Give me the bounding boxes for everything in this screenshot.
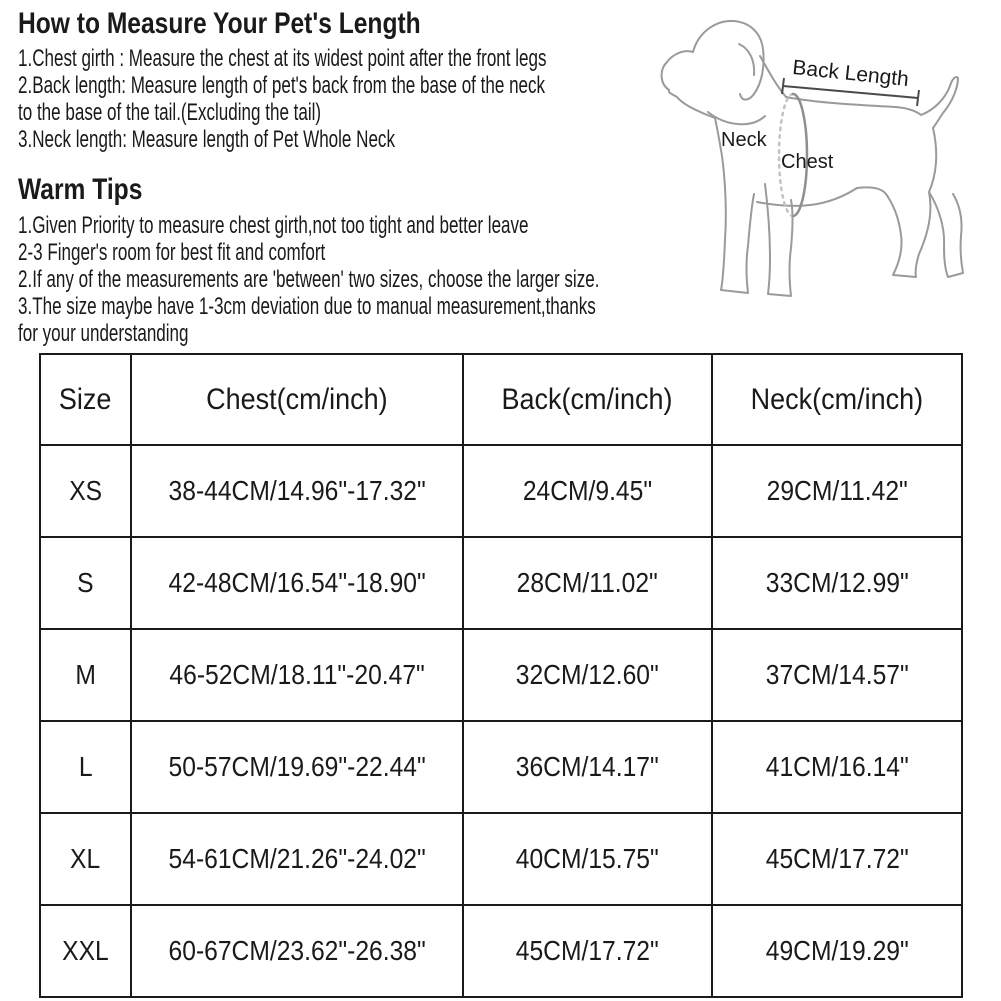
header-back: Back(cm/inch): [463, 354, 712, 445]
warm-tip-line: 1.Given Priority to measure chest girth,not too tight and better leave: [18, 212, 529, 239]
cell-chest: 42-48CM/16.54"-18.90": [131, 537, 463, 629]
cell-chest: 38-44CM/14.96"-17.32": [131, 445, 463, 537]
cell-size: XXL: [40, 905, 131, 997]
header-neck: Neck(cm/inch): [712, 354, 962, 445]
dog-ear-inner-line: [739, 44, 754, 75]
cell-chest: 46-52CM/18.11"-20.47": [131, 629, 463, 721]
instruction-line: 3.Neck length: Measure length of Pet Whole Neck: [18, 126, 395, 153]
cell-neck: 41CM/16.14": [712, 721, 962, 813]
instruction-line: to the base of the tail.(Excluding the tail): [18, 99, 322, 126]
instruction-line: 1.Chest girth : Measure the chest at its widest point after the front legs: [18, 45, 547, 72]
cell-chest: 54-61CM/21.26"-24.02": [131, 813, 463, 905]
warm-tips-title: Warm Tips: [18, 173, 143, 206]
cell-back: 32CM/12.60": [463, 629, 712, 721]
warm-tip-line: for your understanding: [18, 320, 189, 347]
cell-chest: 60-67CM/23.62"-26.38": [131, 905, 463, 997]
cell-back: 36CM/14.17": [463, 721, 712, 813]
back-length-label: Back Length: [791, 55, 910, 92]
size-chart-table: [39, 353, 963, 998]
warm-tip-line: 2-3 Finger's room for best fit and comfort: [18, 239, 326, 266]
cell-size: S: [40, 537, 131, 629]
cell-back: 45CM/17.72": [463, 905, 712, 997]
dog-measurement-diagram: [653, 6, 1001, 340]
dog-head-outline: [662, 21, 764, 118]
neck-label: Neck: [721, 129, 767, 151]
table-row-s: [40, 537, 962, 629]
cell-neck: 29CM/11.42": [712, 445, 962, 537]
cell-size: XL: [40, 813, 131, 905]
size-chart-header-row: [40, 354, 962, 445]
back-length-tick-end: [917, 90, 919, 106]
cell-size: XS: [40, 445, 131, 537]
cell-back: 24CM/9.45": [463, 445, 712, 537]
back-length-tick-start: [782, 78, 784, 94]
cell-neck: 33CM/12.99": [712, 537, 962, 629]
cell-size: L: [40, 721, 131, 813]
cell-back: 40CM/15.75": [463, 813, 712, 905]
instruction-line: 2.Back length: Measure length of pet's back from the base of the neck: [18, 72, 546, 99]
header-size: Size: [40, 354, 131, 445]
chest-label: Chest: [781, 151, 834, 173]
warm-tip-line: 3.The size maybe have 1-3cm deviation due to manual measurement,thanks: [18, 293, 596, 320]
header-chest: Chest(cm/inch): [131, 354, 463, 445]
dog-rear-leg-near: [857, 128, 936, 277]
cell-back: 28CM/11.02": [463, 537, 712, 629]
dog-belly-line: [757, 188, 857, 206]
warm-tip-line: 2.If any of the measurements are 'between' two sizes, choose the larger size.: [18, 266, 600, 293]
measure-instructions: [18, 45, 762, 153]
cell-size: M: [40, 629, 131, 721]
cell-neck: 49CM/19.29": [712, 905, 962, 997]
cell-neck: 45CM/17.72": [712, 813, 962, 905]
dog-front-leg-far: [765, 184, 793, 296]
table-row-xs: [40, 445, 962, 537]
page-title: How to Measure Your Pet's Length: [18, 7, 421, 40]
dog-rear-leg-far: [929, 192, 963, 277]
table-row-l: [40, 721, 962, 813]
dog-sketch-svg: [653, 6, 1001, 340]
table-row-xl: [40, 813, 962, 905]
cell-chest: 50-57CM/19.69"-22.44": [131, 721, 463, 813]
table-row-xxl: [40, 905, 962, 997]
cell-neck: 37CM/14.57": [712, 629, 962, 721]
table-row-m: [40, 629, 962, 721]
